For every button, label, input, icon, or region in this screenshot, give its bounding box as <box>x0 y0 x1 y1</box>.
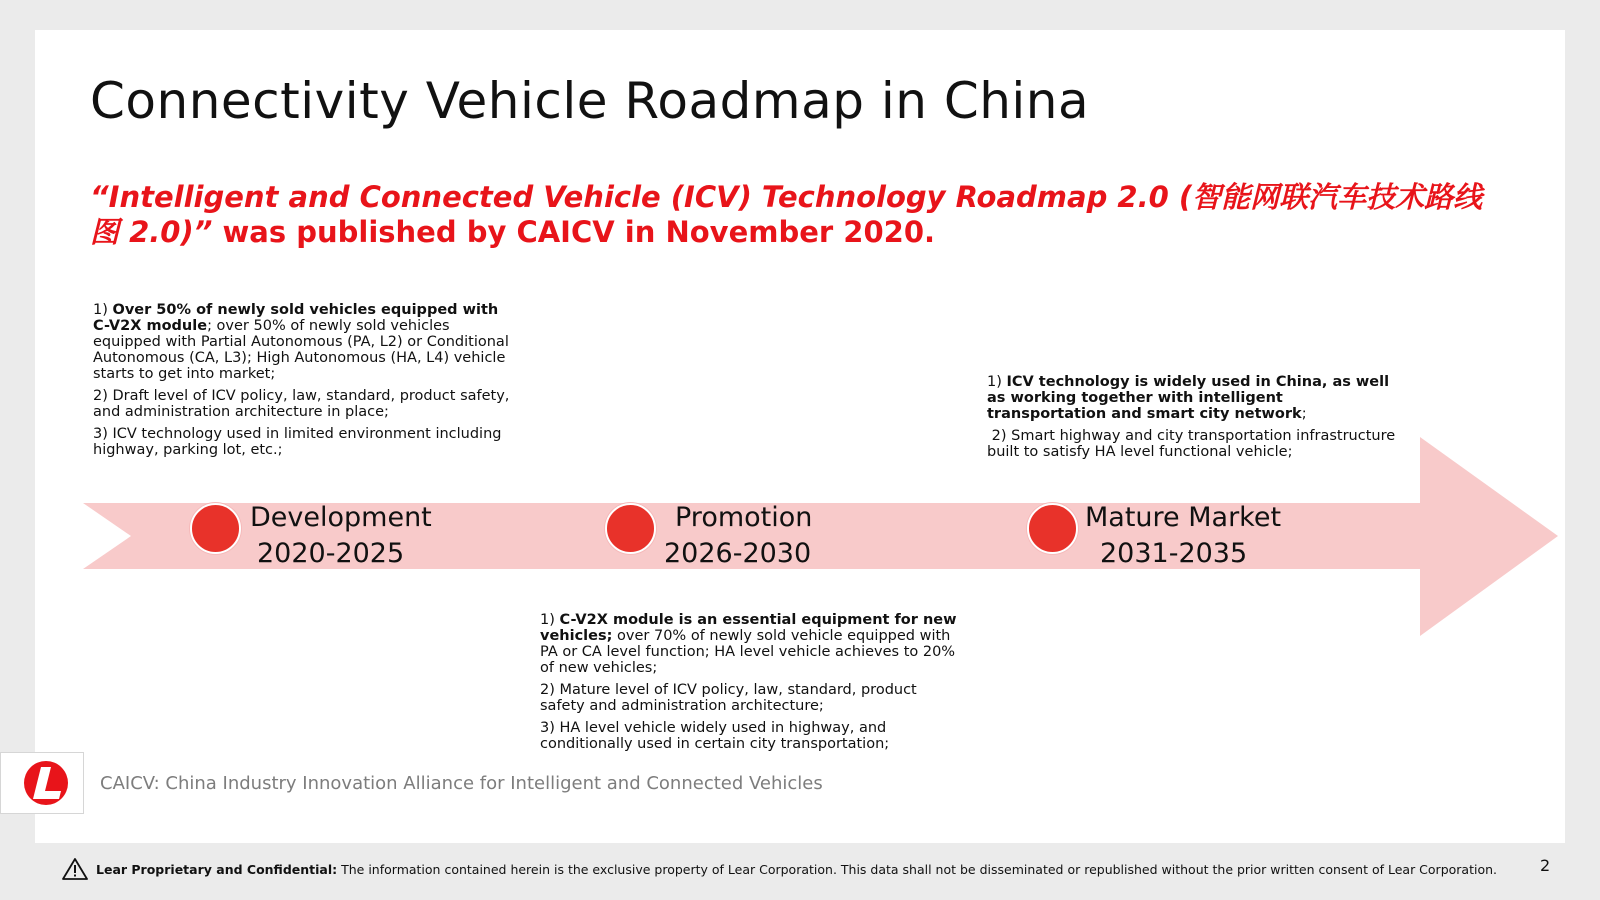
footnote: CAICV: China Industry Innovation Alliance for Intelligent and Connected Vehicles <box>100 773 823 794</box>
subtitle-roadmap-name: “Intelligent and Connected Vehicle (ICV) Technology Roadmap 2.0 (智能网联汽车技术路线图 2.0)” <box>90 180 1483 249</box>
stage-marker-promotion <box>605 503 656 554</box>
slide <box>35 30 1565 843</box>
development-item-1: 1) Over 50% of newly sold vehicles equipped with C-V2X module; over 50% of newly sold vehicles equipped with Partial Autonomous (PA, L2) or Conditional Autonomous (CA, L3); High Autonomous (HA, L4) vehicle starts to get into market; <box>93 302 509 382</box>
promotion-description <box>540 612 960 758</box>
development-item-2: 2) Draft level of ICV policy, law, standard, product safety, and administration architecture in place; <box>93 388 510 420</box>
mature-item-2: 2) Smart highway and city transportation infrastructure built to satisfy HA level functional vehicle; <box>987 428 1396 460</box>
promotion-item-1: 1) C-V2X module is an essential equipment for new vehicles; over 70% of newly sold vehicle equipped with PA or CA level function; HA level vehicle achieves to 20% of new vehicles; <box>540 612 957 676</box>
stage-name: Development <box>250 502 432 533</box>
promotion-item-3: 3) HA level vehicle widely used in highway, and conditionally used in certain city transportation; <box>540 720 890 752</box>
stage-years: 2026-2030 <box>664 538 812 569</box>
page-number: 2 <box>1540 856 1551 875</box>
subtitle <box>90 180 1510 250</box>
footer-text: The information contained herein is the exclusive property of Lear Corporation. This data shall not be disseminated or republished without the prior written consent of Lear Corporation. <box>341 862 1497 877</box>
lear-logo <box>0 752 84 814</box>
confidentiality-footer <box>62 858 1497 883</box>
subtitle-published: was published by CAICV in November 2020. <box>212 215 936 249</box>
stage-years: 2031-2035 <box>1100 538 1248 569</box>
promotion-item-2: 2) Mature level of ICV policy, law, standard, product safety and administration architecture; <box>540 682 917 714</box>
stage-years: 2020-2025 <box>257 538 405 569</box>
stage-marker-development <box>190 503 241 554</box>
mature-item-1: 1) ICV technology is widely used in China, as well as working together with intelligent transportation and smart city network; <box>987 374 1390 422</box>
lear-logo-icon <box>1 753 83 813</box>
timeline-arrow-shape <box>83 437 1558 636</box>
footer-label: Lear Proprietary and Confidential: <box>96 862 338 877</box>
stage-marker-mature-market <box>1027 503 1078 554</box>
stage-name: Promotion <box>675 502 813 533</box>
development-item-3: 3) ICV technology used in limited environment including highway, parking lot, etc.; <box>93 426 502 458</box>
warning-icon <box>62 858 88 883</box>
page-title: Connectivity Vehicle Roadmap in China <box>90 72 1090 130</box>
stage-name: Mature Market <box>1085 502 1282 533</box>
